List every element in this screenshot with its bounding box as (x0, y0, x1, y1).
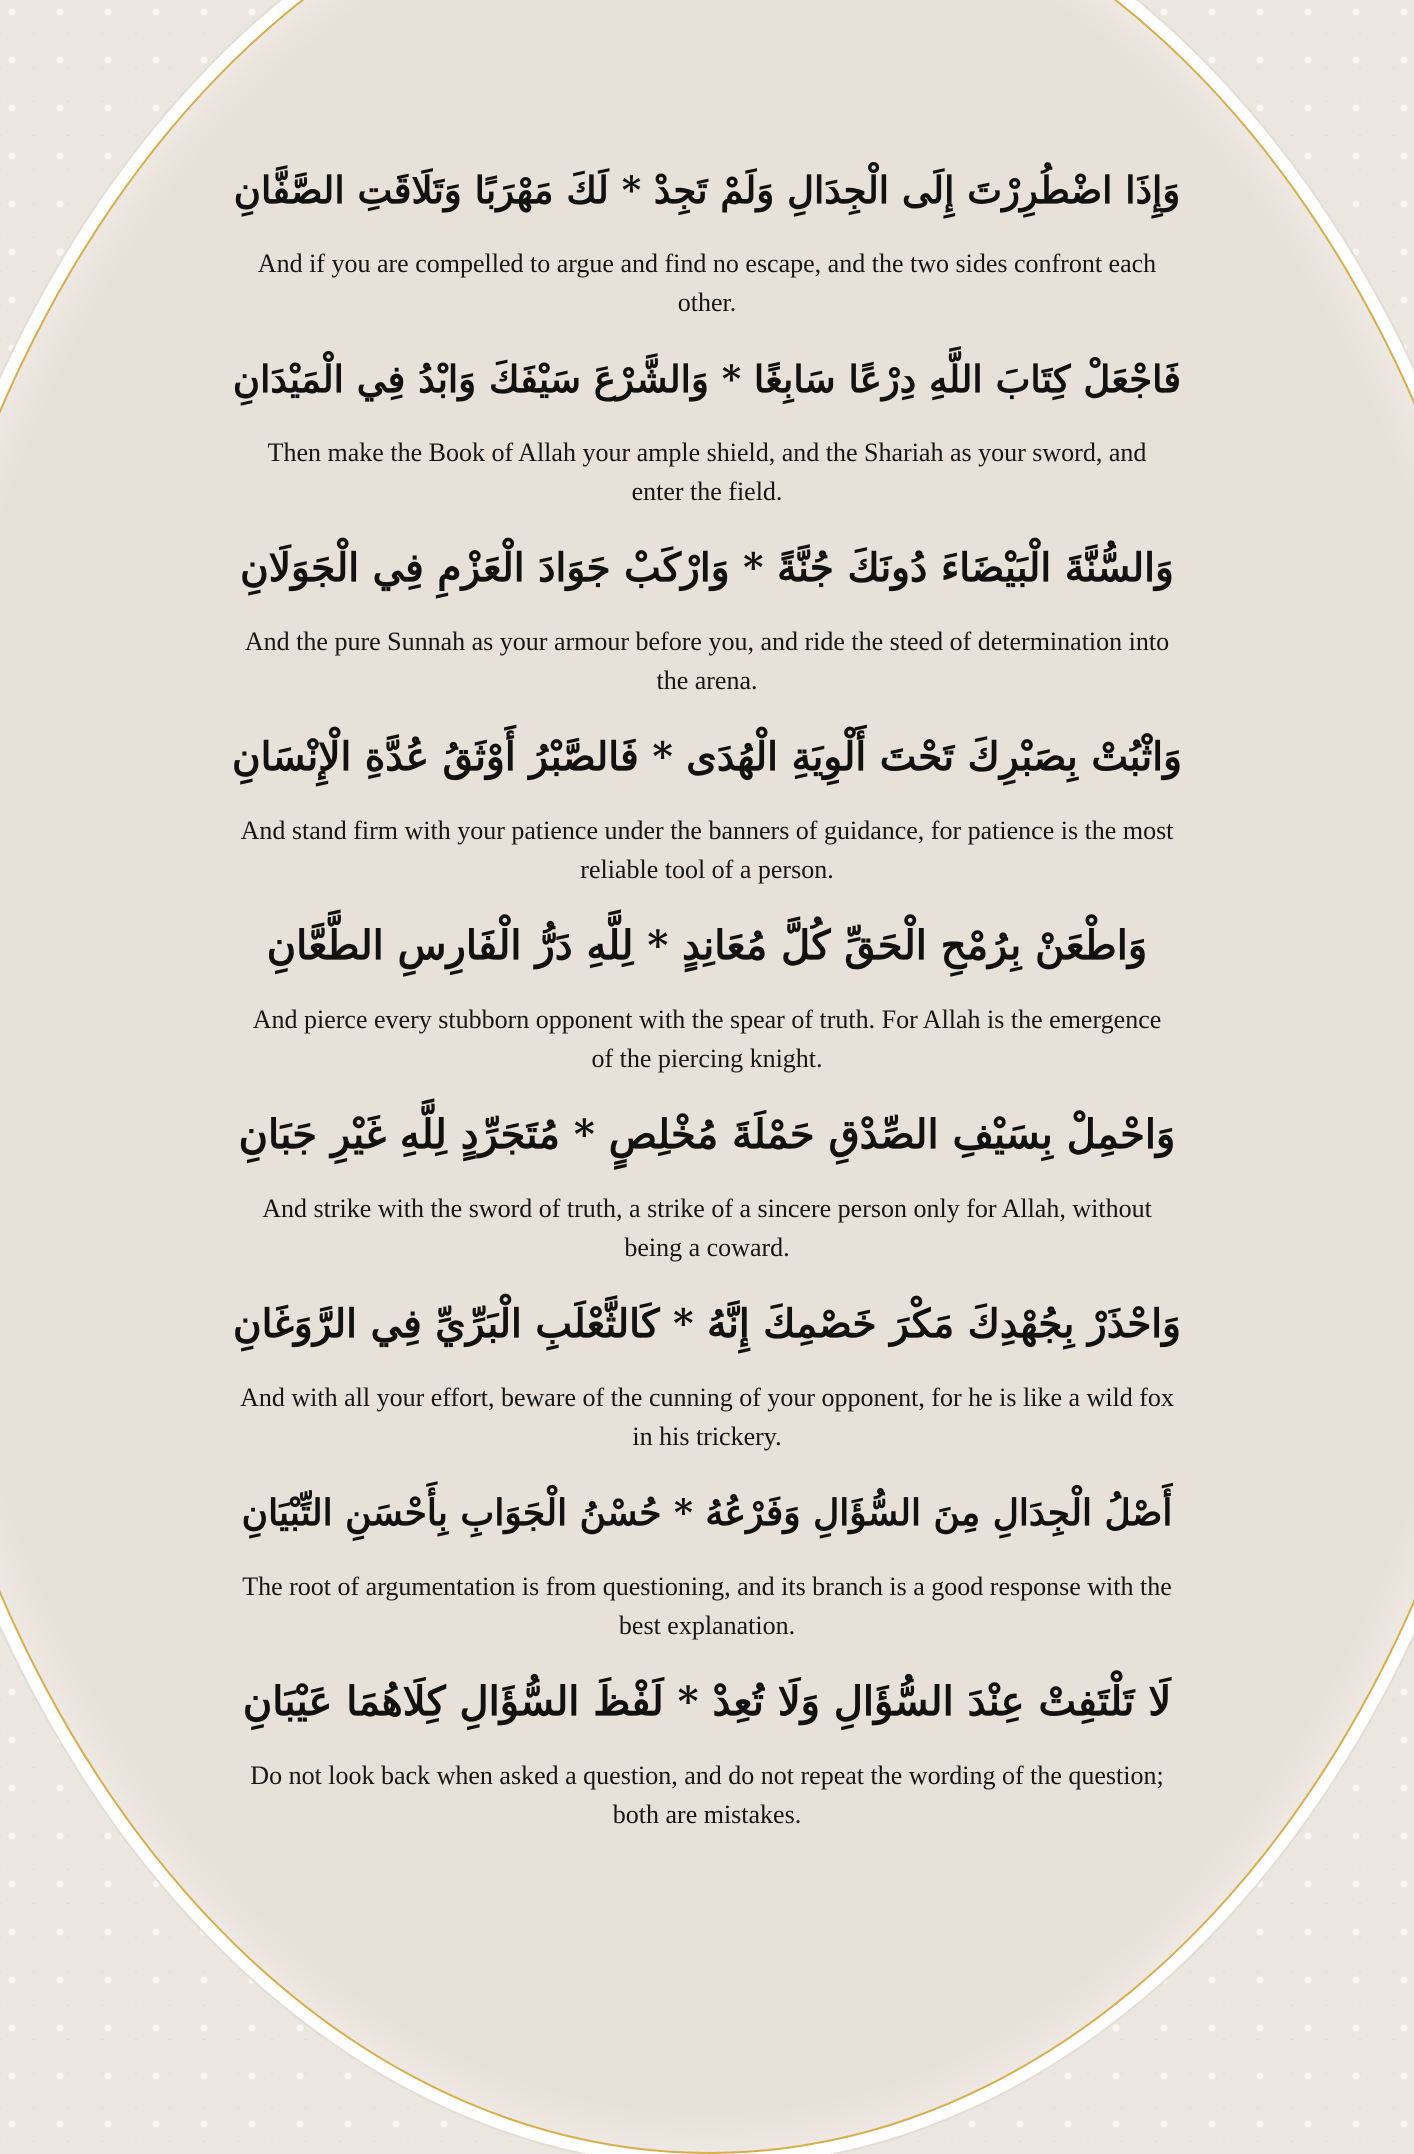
stanza (230, 1284, 1184, 1473)
stanza (230, 717, 1184, 906)
english-translation: And with all your effort, beware of the cunning of your opponent, for he is like a wild fox in his trickery. (240, 1383, 1174, 1451)
arabic-verse: وَالسُّنَّةَ الْبَيْضَاءَ دُونَكَ جُنَّةً * وَارْكَبْ جَوَادَ الْعَزْمِ فِي الْجَوَلَانِ (240, 545, 1174, 591)
arabic-verse: لَا تَلْتَفِتْ عِنْدَ السُّؤَالِ وَلَا تُعِدْ * لَفْظَ السُّؤَالِ كِلَاهُمَا عَيْبَانِ (242, 1678, 1172, 1725)
stanza (230, 1095, 1184, 1284)
english-translation: Then make the Book of Allah your ample shield, and the Shariah as your sword, and enter the field. (267, 438, 1147, 506)
arabic-verse: وَاثْبُتْ بِصَبْرِكَ تَحْتَ أَلْوِيَةِ الْهُدَى * فَالصَّبْرُ أَوْثَقُ عُدَّةِ الْإِنْسَانِ (232, 734, 1182, 780)
english-translation: And if you are compelled to argue and find no escape, and the two sides confront each other. (257, 249, 1157, 317)
stanza (230, 339, 1184, 528)
arabic-verse: وَإِذَا اضْطُرِرْتَ إِلَى الْجِدَالِ وَلَمْ تَجِدْ * لَكَ مَهْرَبًا وَتَلَاقَتِ الصَّفَّانِ (233, 168, 1181, 212)
arabic-verse: فَاجْعَلْ كِتَابَ اللَّهِ دِرْعًا سَابِغًا * وَالشَّرْعَ سَيْفَكَ وَابْدُ فِي الْمَيْدَانِ (232, 357, 1182, 401)
english-translation: And stand firm with your patience under the banners of guidance, for patience is the most reliable tool of a person. (240, 816, 1174, 884)
arabic-verse: وَاحْذَرْ بِجُهْدِكَ مَكْرَ خَصْمِكَ إِنَّهُ * كَالثَّعْلَبِ الْبَرِّيِّ فِي الرَّوَغَانِ (233, 1301, 1181, 1347)
stanza (230, 1662, 1184, 1851)
english-translation: And the pure Sunnah as your armour before you, and ride the steed of determination into the arena. (244, 627, 1170, 695)
english-translation: The root of argumentation is from questioning, and its branch is a good response with the best explanation. (242, 1572, 1172, 1640)
arabic-verse: وَاطْعَنْ بِرُمْحِ الْحَقِّ كُلَّ مُعَانِدٍ * لِلَّهِ دَرُّ الْفَارِسِ الطَّعَّانِ (266, 922, 1148, 969)
english-translation: And strike with the sword of truth, a strike of a sincere person only for Allah, without being a coward. (262, 1194, 1152, 1262)
stanza (230, 528, 1184, 717)
arabic-verse: وَاحْمِلْ بِسَيْفِ الصِّدْقِ حَمْلَةَ مُخْلِصٍ * مُتَجَرِّدٍ لِلَّهِ غَيْرِ جَبَانِ (238, 1111, 1176, 1158)
stanza (230, 150, 1184, 339)
stanza (230, 1473, 1184, 1662)
stanza (230, 906, 1184, 1095)
arabic-verse: أَصْلُ الْجِدَالِ مِنَ السُّؤَالِ وَفَرْعُهُ * حُسْنُ الْجَوَابِ بِأَحْسَنِ التِّبْيَانِ (241, 1492, 1173, 1534)
english-translation: Do not look back when asked a question, and do not repeat the wording of the question; both are mistakes. (250, 1761, 1164, 1829)
poem (230, 150, 1184, 1850)
english-translation: And pierce every stubborn opponent with the spear of truth. For Allah is the emergence of the piercing knight. (252, 1005, 1162, 1073)
